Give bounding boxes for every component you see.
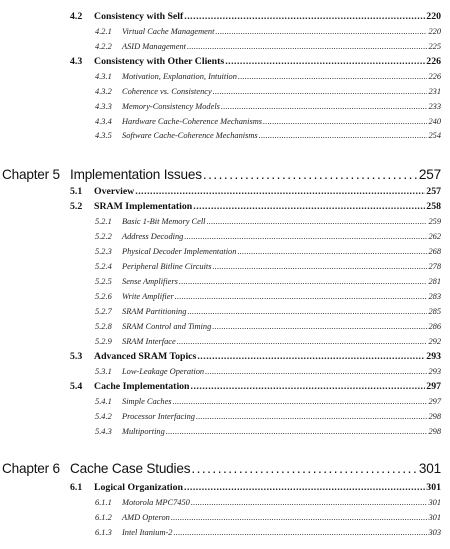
subsection-title: Memory-Consistency Models	[122, 102, 220, 111]
toc-entry-section	[70, 381, 441, 392]
subsection-number: 5.2.3	[95, 247, 112, 256]
toc-entry-section	[70, 56, 441, 67]
page-number: 293	[426, 351, 441, 362]
dot-leader	[263, 117, 427, 126]
subsection-number: 4.3.4	[95, 117, 112, 126]
subsection-number: 4.3.5	[95, 131, 112, 140]
subsection-number: 5.2.8	[95, 322, 112, 331]
toc-entry-section	[70, 11, 441, 22]
toc-entry-section	[70, 201, 441, 212]
toc-entry-subsection	[95, 232, 441, 241]
page-number: 301	[428, 498, 441, 507]
section-number: 5.3	[70, 351, 83, 362]
subsection-title: ASID Management	[122, 42, 186, 51]
dot-leader	[225, 56, 425, 67]
subsection-title: Motorola MPC7450	[122, 498, 190, 507]
page-number: 268	[428, 247, 441, 256]
dot-leader	[205, 367, 427, 376]
subsection-title: Multiporting	[122, 427, 165, 436]
page-number: 220	[426, 11, 441, 22]
subsection-number: 6.1.2	[95, 513, 112, 522]
dot-leader	[173, 397, 428, 406]
subsection-number: 5.4.3	[95, 427, 112, 436]
subsection-title: Hardware Cache-Coherence Mechanisms	[122, 117, 263, 126]
toc-entry-subsection	[95, 27, 441, 36]
page-number: 226	[426, 56, 441, 67]
dot-leader	[196, 412, 427, 421]
dot-leader	[175, 292, 428, 301]
dot-leader	[184, 232, 427, 241]
subsection-title: Address Decoding	[122, 232, 184, 241]
page-number: 286	[428, 322, 441, 331]
page-number: 259	[428, 217, 441, 226]
page-number: 301	[428, 513, 441, 522]
dot-leader	[187, 307, 427, 316]
page-number: 281	[428, 277, 441, 286]
toc-entry-subsection	[95, 337, 441, 346]
section-number: 6.1	[70, 482, 83, 493]
page-number: 301	[426, 482, 441, 493]
section-number: 5.1	[70, 186, 83, 197]
toc-entry-subsection	[95, 307, 441, 316]
chapter-number: Chapter 5	[2, 167, 60, 182]
subsection-number: 5.2.1	[95, 217, 112, 226]
toc-entry-subsection	[95, 397, 441, 406]
subsection-title: Processor Interfacing	[122, 412, 195, 421]
toc-entry-section	[70, 351, 441, 362]
section-number: 4.3	[70, 56, 83, 67]
dot-leader	[193, 201, 425, 212]
subsection-title: Intel Itanium-2	[122, 528, 173, 537]
toc-entry-section	[70, 186, 441, 197]
dot-leader	[179, 277, 428, 286]
page-number: 226	[428, 72, 441, 81]
toc-entry-subsection	[95, 117, 441, 126]
chapter-title: Implementation Issues	[70, 167, 202, 182]
dot-leader	[212, 322, 427, 331]
subsection-number: 4.3.1	[95, 72, 112, 81]
dot-leader	[191, 461, 418, 476]
section-title: Advanced SRAM Topics	[94, 351, 197, 362]
section-title: Consistency with Other Clients	[94, 56, 225, 67]
toc-entry-subsection	[95, 42, 441, 51]
section-title: Cache Implementation	[94, 381, 190, 392]
toc-entry-subsection	[95, 528, 441, 537]
page-number: 298	[428, 427, 441, 436]
subsection-title: Motivation, Explanation, Intuition	[122, 72, 237, 81]
subsection-number: 5.2.4	[95, 262, 112, 271]
dot-leader	[187, 42, 427, 51]
page-number: 301	[418, 461, 441, 476]
dot-leader	[177, 337, 428, 346]
toc-entry-subsection	[95, 322, 441, 331]
dot-leader	[215, 27, 427, 36]
page-number: 297	[428, 397, 441, 406]
toc-entry-subsection	[95, 412, 441, 421]
toc-entry-subsection	[95, 102, 441, 111]
subsection-title: Physical Decoder Implementation	[122, 247, 237, 256]
toc-entry-subsection	[95, 513, 441, 522]
toc-entry-subsection	[95, 217, 441, 226]
subsection-title: Basic 1-Bit Memory Cell	[122, 217, 206, 226]
subsection-title: SRAM Interface	[122, 337, 176, 346]
section-title: Logical Organization	[94, 482, 183, 493]
subsection-number: 4.3.3	[95, 102, 112, 111]
dot-leader	[207, 217, 428, 226]
chapter-number: Chapter 6	[2, 461, 60, 476]
subsection-number: 4.3.2	[95, 87, 112, 96]
toc-entry-subsection	[95, 247, 441, 256]
page-number: 303	[428, 528, 441, 537]
chapter-title: Cache Case Studies	[70, 461, 191, 476]
section-number: 4.2	[70, 11, 83, 22]
subsection-number: 5.2.6	[95, 292, 112, 301]
page-number: 257	[426, 186, 441, 197]
toc-entry-section	[70, 482, 441, 493]
dot-leader	[238, 72, 428, 81]
page-number: 258	[426, 201, 441, 212]
section-number: 5.2	[70, 201, 83, 212]
subsection-number: 5.3.1	[95, 367, 112, 376]
subsection-number: 4.2.2	[95, 42, 112, 51]
toc-entry-chapter	[2, 167, 441, 182]
page-number: 292	[428, 337, 441, 346]
dot-leader	[191, 381, 426, 392]
subsection-title: Virtual Cache Management	[122, 27, 215, 36]
page-number: 220	[428, 27, 441, 36]
subsection-number: 5.2.7	[95, 307, 112, 316]
toc-entry-subsection	[95, 292, 441, 301]
toc-entry-subsection	[95, 262, 441, 271]
subsection-title: Write Amplifier	[122, 292, 174, 301]
subsection-title: Sense Amplifiers	[122, 277, 178, 286]
page-number: 285	[428, 307, 441, 316]
dot-leader	[212, 262, 427, 271]
page-number: 240	[428, 117, 441, 126]
subsection-title: SRAM Control and Timing	[122, 322, 212, 331]
toc-entry-subsection	[95, 87, 441, 96]
subsection-title: AMD Opteron	[122, 513, 170, 522]
section-title: Overview	[94, 186, 135, 197]
dot-leader	[184, 11, 425, 22]
subsection-number: 5.2.5	[95, 277, 112, 286]
page-number: 262	[428, 232, 441, 241]
subsection-number: 5.4.2	[95, 412, 112, 421]
page-number: 278	[428, 262, 441, 271]
dot-leader	[221, 102, 428, 111]
subsection-title: Software Cache-Coherence Mechanisms	[122, 131, 258, 140]
page-number: 254	[428, 131, 441, 140]
dot-leader	[191, 498, 428, 507]
subsection-number: 6.1.3	[95, 528, 112, 537]
toc-entry-subsection	[95, 72, 441, 81]
toc-entry-subsection	[95, 367, 441, 376]
page-number: 293	[428, 367, 441, 376]
subsection-title: Peripheral Bitline Circuits	[122, 262, 212, 271]
dot-leader	[197, 351, 425, 362]
page-number: 298	[428, 412, 441, 421]
section-title: Consistency with Self	[94, 11, 184, 22]
dot-leader	[237, 247, 427, 256]
subsection-title: Low-Leakage Operation	[122, 367, 205, 376]
subsection-number: 4.2.1	[95, 27, 112, 36]
subsection-number: 5.4.1	[95, 397, 112, 406]
toc-entry-chapter	[2, 461, 441, 476]
dot-leader	[135, 186, 425, 197]
subsection-number: 6.1.1	[95, 498, 112, 507]
subsection-title: Simple Caches	[122, 397, 172, 406]
toc-entry-subsection	[95, 427, 441, 436]
dot-leader	[259, 131, 428, 140]
page-number: 231	[428, 87, 441, 96]
page-number: 233	[428, 102, 441, 111]
toc-entry-subsection	[95, 277, 441, 286]
subsection-title: Coherence vs. Consistency	[122, 87, 212, 96]
subsection-title: SRAM Partitioning	[122, 307, 187, 316]
page-number: 283	[428, 292, 441, 301]
section-number: 5.4	[70, 381, 83, 392]
dot-leader	[213, 87, 428, 96]
toc-entry-subsection	[95, 498, 441, 507]
dot-leader	[203, 167, 418, 182]
section-title: SRAM Implementation	[94, 201, 193, 212]
page-number: 257	[418, 167, 441, 182]
page-number: 225	[428, 42, 441, 51]
dot-leader	[184, 482, 425, 493]
dot-leader	[173, 528, 427, 537]
dot-leader	[171, 513, 428, 522]
subsection-number: 5.2.2	[95, 232, 112, 241]
subsection-number: 5.2.9	[95, 337, 112, 346]
page-number: 297	[426, 381, 441, 392]
dot-leader	[166, 427, 428, 436]
toc-entry-subsection	[95, 131, 441, 140]
